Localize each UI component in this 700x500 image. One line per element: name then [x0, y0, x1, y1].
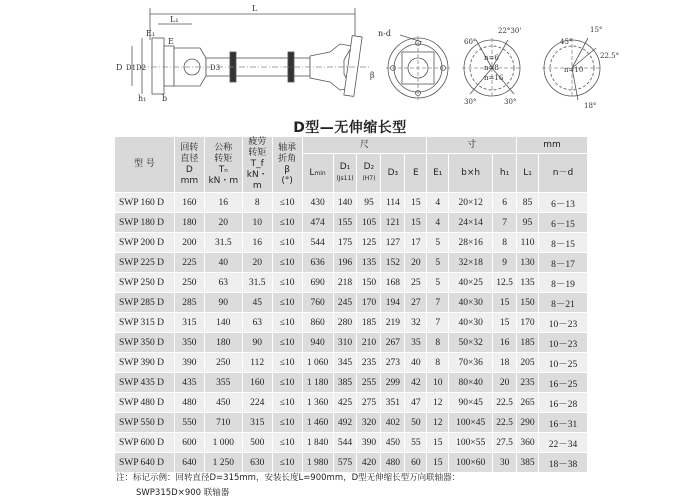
label-E: E — [168, 37, 174, 46]
table-cell: 45 — [242, 293, 272, 313]
table-cell: 630 — [242, 453, 272, 473]
table-cell: ≤10 — [272, 213, 302, 233]
table-cell: 435 — [174, 373, 204, 393]
table-cell: 250 — [174, 273, 204, 293]
table-cell: 225 — [174, 253, 204, 273]
table-cell: 95 — [357, 193, 381, 213]
footnote: 注：标记示例：回转直径D=315mm，安装长度L=900mm，D型无伸缩长型万向联轴器： — [116, 473, 461, 483]
table-row — [115, 193, 588, 213]
table-cell: 245 — [333, 293, 357, 313]
table-cell: 50×32 — [449, 333, 493, 353]
table-cell: 105 — [357, 213, 381, 233]
table-row — [115, 273, 588, 293]
table-row — [115, 433, 588, 453]
table-cell: 17 — [405, 233, 427, 253]
label-E1: E₁ — [146, 29, 156, 38]
table-cell: 8－15 — [539, 233, 588, 253]
label-n16: n=16 — [484, 74, 504, 82]
cell-model: SWP 160 D — [115, 193, 175, 213]
footnote-example: SWP315D×900 联轴器 — [136, 488, 230, 498]
table-cell: 63 — [242, 313, 272, 333]
table-row — [115, 453, 588, 473]
table-cell: 7 — [493, 213, 517, 233]
table-row — [115, 253, 588, 273]
table-cell: 310 — [333, 333, 357, 353]
table-cell: 480 — [381, 453, 405, 473]
label-n10: n=10 — [564, 66, 584, 74]
table-cell: ≤10 — [272, 353, 302, 373]
table-cell: 25 — [405, 273, 427, 293]
table-cell: 27.5 — [493, 433, 517, 453]
table-cell: 12 — [427, 393, 449, 413]
table-cell: 15 — [493, 313, 517, 333]
table-cell: 5 — [427, 273, 449, 293]
table-cell: 130 — [517, 253, 539, 273]
table-cell: ≤10 — [272, 313, 302, 333]
table-cell: 474 — [302, 213, 333, 233]
table-cell: 31.5 — [204, 233, 242, 253]
table-cell: 7 — [427, 293, 449, 313]
table-row — [115, 213, 588, 233]
label-n6: n=6 — [484, 54, 499, 62]
table-cell: 315 — [174, 313, 204, 333]
table-cell: ≤10 — [272, 233, 302, 253]
table-cell: 32 — [405, 313, 427, 333]
cell-model: SWP 200 D — [115, 233, 175, 253]
table-cell: 60 — [405, 453, 427, 473]
table-cell: 425 — [333, 393, 357, 413]
table-cell: 100×55 — [449, 433, 493, 453]
table-cell: 185 — [517, 333, 539, 353]
col-D3: D₃ — [381, 154, 405, 193]
table-cell: 175 — [333, 233, 357, 253]
table-cell: 8－19 — [539, 273, 588, 293]
page-title: D型—无伸缩长型 — [293, 120, 407, 136]
table-cell: 10－25 — [539, 353, 588, 373]
table-cell: 160 — [174, 193, 204, 213]
table-cell: 12 — [427, 413, 449, 433]
table-cell: ≤10 — [272, 413, 302, 433]
table-cell: 218 — [333, 273, 357, 293]
left-flange — [152, 38, 164, 94]
table-cell: 47 — [405, 393, 427, 413]
table-cell: 1 060 — [302, 353, 333, 373]
label-angle-45: 45° — [560, 38, 573, 46]
table-row — [115, 373, 588, 393]
table-cell: 1 460 — [302, 413, 333, 433]
table-cell: 355 — [204, 373, 242, 393]
table-cell: 63 — [204, 273, 242, 293]
table-cell: 150 — [517, 293, 539, 313]
table-cell: 7 — [427, 313, 449, 333]
table-cell: 180 — [204, 333, 242, 353]
table-cell: 114 — [381, 193, 405, 213]
table-cell: 390 — [357, 433, 381, 453]
spec-table-body — [115, 193, 588, 473]
table-cell: 85 — [517, 193, 539, 213]
table-cell: 100×60 — [449, 453, 493, 473]
table-cell: 8 — [427, 353, 449, 373]
spec-table — [114, 136, 588, 473]
table-cell: 299 — [381, 373, 405, 393]
col-E1: E₁ — [427, 154, 449, 193]
table-cell: 1 840 — [302, 433, 333, 453]
table-cell: 40×25 — [449, 273, 493, 293]
label-D3: D3 — [210, 64, 221, 72]
table-cell: 135 — [517, 273, 539, 293]
table-cell: 15 — [405, 213, 427, 233]
cell-model: SWP 480 D — [115, 393, 175, 413]
cell-model: SWP 250 D — [115, 273, 175, 293]
label-b: b — [162, 94, 168, 103]
table-cell: 112 — [242, 353, 272, 373]
table-cell: 20 — [493, 373, 517, 393]
table-cell: 31.5 — [242, 273, 272, 293]
table-cell: 55 — [405, 433, 427, 453]
cell-model: SWP 350 D — [115, 333, 175, 353]
table-cell: 95 — [517, 213, 539, 233]
table-cell: 6－15 — [539, 213, 588, 233]
table-cell: 544 — [333, 433, 357, 453]
table-cell: 90×45 — [449, 393, 493, 413]
table-cell: 200 — [174, 233, 204, 253]
label-D: D — [116, 63, 123, 72]
table-cell: 90 — [242, 333, 272, 353]
table-cell: 4 — [427, 213, 449, 233]
table-cell: 385 — [333, 373, 357, 393]
table-cell: 160 — [242, 373, 272, 393]
table-cell: ≤10 — [272, 453, 302, 473]
col-D1: D₁ (Js11) — [333, 154, 357, 193]
table-cell: 22－34 — [539, 433, 588, 453]
header-torque-f: 疲劳 转矩 T_f kN・m — [242, 137, 272, 193]
table-row — [115, 413, 588, 433]
table-cell: 640 — [174, 453, 204, 473]
table-cell: 235 — [517, 373, 539, 393]
table-cell: 450 — [381, 433, 405, 453]
table-cell: 219 — [381, 313, 405, 333]
col-L1: L₁ — [517, 154, 539, 193]
table-cell: 8 — [242, 193, 272, 213]
table-cell: 12.5 — [493, 273, 517, 293]
table-cell: ≤10 — [272, 293, 302, 313]
label-angle-22-30: 22°30' — [498, 27, 522, 35]
table-row — [115, 333, 588, 353]
table-cell: 15 — [427, 453, 449, 473]
table-cell: 135 — [357, 253, 381, 273]
table-cell: 224 — [242, 393, 272, 413]
table-cell: 185 — [357, 313, 381, 333]
table-cell: 500 — [242, 433, 272, 453]
table-cell: 20 — [405, 253, 427, 273]
table-cell: 285 — [174, 293, 204, 313]
table-cell: 35 — [405, 333, 427, 353]
table-cell: 125 — [357, 233, 381, 253]
table-cell: 235 — [357, 353, 381, 373]
table-cell: 16－28 — [539, 393, 588, 413]
col-L: Lmin — [302, 154, 333, 193]
table-cell: 16 — [493, 333, 517, 353]
table-cell: 760 — [302, 293, 333, 313]
table-cell: 90 — [204, 293, 242, 313]
table-cell: 40 — [204, 253, 242, 273]
table-cell: 194 — [381, 293, 405, 313]
table-cell: 636 — [302, 253, 333, 273]
table-cell: 210 — [357, 333, 381, 353]
table-cell: 205 — [517, 353, 539, 373]
table-cell: 265 — [517, 393, 539, 413]
table-cell: 8－21 — [539, 293, 588, 313]
cell-model: SWP 550 D — [115, 413, 175, 433]
table-cell: 860 — [302, 313, 333, 333]
table-cell: 550 — [174, 413, 204, 433]
table-cell: ≤10 — [272, 393, 302, 413]
label-angle-30b: 30° — [504, 98, 517, 106]
table-cell: 4 — [427, 193, 449, 213]
engineering-drawing — [0, 0, 700, 112]
cell-model: SWP 225 D — [115, 253, 175, 273]
header-dim-right: 寸 — [427, 137, 517, 154]
table-cell: 9 — [493, 253, 517, 273]
col-E: E — [405, 154, 427, 193]
table-cell: 16－31 — [539, 413, 588, 433]
table-cell: 10－23 — [539, 313, 588, 333]
table-cell: 360 — [517, 433, 539, 453]
table-cell: 315 — [242, 413, 272, 433]
table-cell: 170 — [517, 313, 539, 333]
table-cell: 690 — [302, 273, 333, 293]
label-D2: D2 — [136, 64, 147, 72]
col-nd: n－d — [539, 154, 588, 193]
table-row — [115, 293, 588, 313]
table-cell: 16 — [204, 193, 242, 213]
table-cell: 40 — [405, 353, 427, 373]
cell-model: SWP 315 D — [115, 313, 175, 333]
table-cell: 250 — [204, 353, 242, 373]
header-dim-left: 尺 — [302, 137, 427, 154]
table-cell: 710 — [204, 413, 242, 433]
table-cell: 22.5 — [493, 393, 517, 413]
table-cell: 170 — [357, 293, 381, 313]
table-cell: 480 — [174, 393, 204, 413]
label-L: L — [252, 4, 258, 13]
table-cell: 20 — [242, 253, 272, 273]
table-cell: 18 — [493, 353, 517, 373]
table-cell: 150 — [357, 273, 381, 293]
cell-model: SWP 180 D — [115, 213, 175, 233]
table-cell: 15 — [427, 433, 449, 453]
table-cell: 22.5 — [493, 413, 517, 433]
table-cell: 1 000 — [204, 433, 242, 453]
table-cell: 32×18 — [449, 253, 493, 273]
table-cell: 5 — [427, 233, 449, 253]
table-cell: 16－25 — [539, 373, 588, 393]
table-cell: 140 — [333, 193, 357, 213]
table-cell: 100×45 — [449, 413, 493, 433]
table-cell: 40×30 — [449, 313, 493, 333]
table-cell: 70×36 — [449, 353, 493, 373]
table-cell: 267 — [381, 333, 405, 353]
table-cell: 600 — [174, 433, 204, 453]
table-row — [115, 353, 588, 373]
header-model: 型 号 — [115, 137, 175, 193]
col-h1: h₁ — [493, 154, 517, 193]
table-cell: 196 — [333, 253, 357, 273]
table-cell: 1 180 — [302, 373, 333, 393]
table-row — [115, 313, 588, 333]
table-cell: 1 980 — [302, 453, 333, 473]
table-cell: 80×40 — [449, 373, 493, 393]
table-cell: 575 — [333, 453, 357, 473]
label-angle-22-5: 22.5° — [600, 52, 620, 60]
table-cell: 20×12 — [449, 193, 493, 213]
header-torque-n: 公称 转矩 Tₙ kN・m — [204, 137, 242, 193]
table-cell: 18－38 — [539, 453, 588, 473]
label-L1: L₁ — [170, 15, 179, 24]
table-cell: 127 — [381, 233, 405, 253]
table-cell: 544 — [302, 233, 333, 253]
table-cell: 110 — [517, 233, 539, 253]
table-cell: 28×16 — [449, 233, 493, 253]
label-angle-60: 60° — [464, 38, 477, 46]
header-angle: 轴承 折角 β (°) — [272, 137, 302, 193]
label-n8: n=8 — [484, 64, 499, 72]
table-cell: 15 — [405, 193, 427, 213]
cell-model: SWP 600 D — [115, 433, 175, 453]
table-cell: 6 — [493, 193, 517, 213]
table-cell: 121 — [381, 213, 405, 233]
table-cell: 10－23 — [539, 333, 588, 353]
table-cell: 350 — [174, 333, 204, 353]
table-cell: 27 — [405, 293, 427, 313]
table-cell: ≤10 — [272, 193, 302, 213]
table-cell: 275 — [357, 393, 381, 413]
cell-model: SWP 435 D — [115, 373, 175, 393]
table-cell: 10 — [427, 373, 449, 393]
cell-model: SWP 390 D — [115, 353, 175, 373]
table-cell: 8 — [427, 333, 449, 353]
table-cell: 1 250 — [204, 453, 242, 473]
table-cell: 40×30 — [449, 293, 493, 313]
table-cell: 280 — [333, 313, 357, 333]
table-cell: 50 — [405, 413, 427, 433]
label-D1: D1 — [126, 64, 137, 72]
table-cell: 152 — [381, 253, 405, 273]
label-beta: β — [370, 71, 375, 80]
label-angle-15: 15° — [590, 26, 603, 34]
table-cell: 8－17 — [539, 253, 588, 273]
table-cell: 940 — [302, 333, 333, 353]
table-cell: 492 — [333, 413, 357, 433]
table-cell: 390 — [174, 353, 204, 373]
table-cell: 320 — [357, 413, 381, 433]
table-cell: ≤10 — [272, 253, 302, 273]
table-cell: 10 — [242, 213, 272, 233]
table-cell: 450 — [204, 393, 242, 413]
label-nd: n-d — [378, 29, 391, 38]
table-cell: 155 — [333, 213, 357, 233]
table-cell: 420 — [357, 453, 381, 473]
table-cell: 351 — [381, 393, 405, 413]
table-cell: ≤10 — [272, 333, 302, 353]
table-cell: 5 — [427, 253, 449, 273]
header-unit: mm — [517, 137, 588, 154]
table-cell: 1 360 — [302, 393, 333, 413]
table-cell: 385 — [517, 453, 539, 473]
header-rot-dia: 回转 直径 D mm — [174, 137, 204, 193]
table-cell: 140 — [204, 313, 242, 333]
table-cell: 30 — [493, 453, 517, 473]
table-cell: 24×14 — [449, 213, 493, 233]
table-cell: 42 — [405, 373, 427, 393]
table-cell: 180 — [174, 213, 204, 233]
table-cell: ≤10 — [272, 433, 302, 453]
label-angle-30a: 30° — [464, 98, 477, 106]
table-cell: 255 — [357, 373, 381, 393]
cell-model: SWP 640 D — [115, 453, 175, 473]
table-cell: 15 — [493, 293, 517, 313]
table-row — [115, 233, 588, 253]
table-cell: 6－13 — [539, 193, 588, 213]
col-D2: D₂ (H7) — [357, 154, 381, 193]
table-cell: 290 — [517, 413, 539, 433]
col-bxh: b×h — [449, 154, 493, 193]
table-cell: 402 — [381, 413, 405, 433]
label-h1: h₁ — [138, 94, 147, 103]
table-cell: 273 — [381, 353, 405, 373]
table-cell: 16 — [242, 233, 272, 253]
table-cell: 430 — [302, 193, 333, 213]
table-row — [115, 393, 588, 413]
label-angle-18: 18° — [584, 102, 597, 110]
table-cell: 20 — [204, 213, 242, 233]
table-cell: 168 — [381, 273, 405, 293]
table-cell: 8 — [493, 233, 517, 253]
cell-model: SWP 285 D — [115, 293, 175, 313]
table-cell: 345 — [333, 353, 357, 373]
table-cell: ≤10 — [272, 373, 302, 393]
table-cell: ≤10 — [272, 273, 302, 293]
